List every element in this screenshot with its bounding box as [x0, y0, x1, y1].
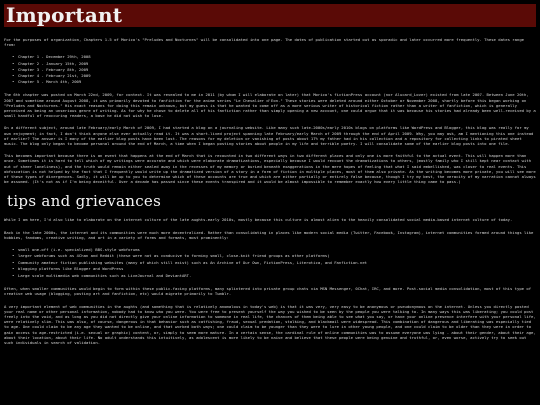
page-title: Important — [6, 3, 123, 27]
paragraph-anonymity: A very important element of web communities in the aughts (and something that is relatively anomalous in today's web) is that it was very, very easy to be anonymous or pseudonymous on the internet. Unless you directly posted your real name or other personal information, nobody had to know who you were. You were free to present yourself the way you wished to be seen by the people you were talking to. In many ways this was liberating; you could post freely into the void, and as long as you did not directly give your online information to someone in real life, the chances of them being able to see what you say, or have your online presence interfere with your personal life, were relatively slim. This was also, of course, dangerous in that behavior such as catfishing, fraud, sexual predation, stalking, and blackmail were widespread. This combination of dangerous and liberating was especially tied to age. One could claim to be any age they wanted to be online, and that worked both ways; one could claim to be younger than they were to lure in other young people, and one could claim to be older than they were in order to gain access to age-restricted (i.e. sexual or graphic) content, or, simply to seem more mature. In a certain sense, the cardinal rule of online communities was to assume everyone was lying - about their gender, about their age, about their location, about their life. No adult understands this intuitively, as adolescent is more likely to be naive and believe that these people were being genuine and truthful, or, even worse, actively try to seek out such individuals in search of validation. — [4, 303, 536, 345]
list-item: • Chapter 5 - March 4th, 2009 — [18, 79, 536, 85]
list-item: • blogging platforms like Blogger and WordPress — [18, 266, 536, 272]
title-banner — [4, 4, 536, 27]
list-item: • Chapter 1 - December 29th, 2008 — [18, 54, 536, 60]
list-item: • Chapter 4 - February 21st, 2009 — [18, 73, 536, 79]
paragraph-culture-intro: While I am here, I'd also like to elaborate on the internet culture of the late aughts-early 2010s, mostly because this culture is almost alien to the heavily consolidated social media-based internet culture of today. — [4, 217, 513, 223]
chapter-list — [4, 54, 536, 85]
section-heading: tips and grievances — [7, 192, 162, 211]
list-item: • Large scale multimedia web communities such as LiveJournal and DeviantART. — [18, 273, 536, 279]
paragraph-sixth-chapter: The 6th chapter was posted on March 22nd, 2009, for context. It was revealed to me in 2011 (by whom I will elaborate on later) that Morico's fictionPress account (nor Alucard_Lover) existed from late 2007. Between June 20th, 2007 and sometime around August 2008, it was primarily devoted to fanfiction for the anime series "Le Chevalier d'Eon." These stories were deleted around either October or November 2008, shortly before this began working on "Preludes and Nocturnes." His exact reasons for doing this remain unknown, but my guess is that he wanted to come off as a more serious writer of historical fiction rather than a writer of fanfiction, which is generally perceived as being an unserious genre of writing. As for why he chose to delete all of his fanfiction rather than simply opening a new account, one could argue that it was because his stories had already been well-received by a small handful of reoccuring readers, a base he did not wish to lose. — [4, 92, 536, 119]
list-item: • Chapter 2 - January 15th, 2009 — [18, 61, 536, 67]
paragraph-divergence: This becomes important because there is an event that happens at the end of March that is recounted in two different ways in two different places and only one is more faithful to the actual event. This will happen more than once. Sometimes it is hard to tell which of my writings were accurate and which were elaborate dramatizations, especially because I would recount the dramatizations to others, (mostly family who I still kept near contact with out of sheer loneliness), and the truth would remain either sealed away in the recesses of my memory or buried beneath exaggerations in the mere hopes of feeling that what I said embellished, was closer to real events. This obfuscation is not helped by the fact that I frequently would write up the dramatized version of a story in a form of fiction in multiple places, most of them also private. As the writing becomes more private, you will see more of these types of divergences. Sadly, it will be up to you to determine which of these accounts are true and which are either partially or entirely false because, though I try my best, the veracity of my narration cannot always be assumed. (It's not as if I'm being deceitful. Over a decade has passed since these events transpired and it would be almost impossible to remember exactly how every little thing came to pass.) — [4, 153, 536, 185]
paragraph-group-chats: Often, when smaller communities would begin to form within these public-facing platforms, many splintered into private group chats via MSN Messenger, 0Chat, IRC, and more. Post-social media consolidation, most of this type of creative web usage (blogging, posting art and fanfiction, etc) would migrate primarily to Tumblr. — [4, 286, 532, 297]
community-list — [4, 247, 536, 279]
list-item: • larger webforums such as 4Chan and Reddit (these were not as conducive to forming small, close-knit friend groups as other platforms) — [18, 253, 536, 259]
list-item: • Chapter 3 - February 8th, 2009 — [18, 67, 536, 73]
intro-paragraph: For the purposes of organization, Chapters 1-5 of Morico's "Preludes and Nocturnes" will be consolidated into one page. The dates of publication started out as sporadic and later occurred more frequently. These dates range from: — [4, 37, 525, 48]
paragraph-decentralized: Back in the late 2000s, the internet and its communities were much more decentralized. Rather than consolidating in places like modern social media (Twitter, Facebook, Instagram), internet communities formed around things like hobbies, fandoms, creative writing, and art in a variety of forms and formats, most prominently: — [4, 229, 534, 240]
paragraph-blog: On a different subject, around late February/early March of 2009, I had started a blog on a journaling website. Like many such late-2000s/early 2010s blogs on platforms like WordPress and Blogger, this blog was really for my own enjoyment; in fact, I don't think anyone else ever actually read it. It was a short-lived project spanning late February/early March of 2009 through the end of April 2009. Why, you may ask, am I mentioning this one instead of earlier? The answer is I many of the earlier blog posts have been lost. The reasons for my deletion or vanishing of posts about 17% my father had in his collection and a repository for collecting links to pirated sheet music. The blog only began to become personal around the end of March, a time when I began posting stories about people in my life and terrible poetry. I will consolidate some of the earlier blog posts into one file. — [4, 125, 534, 147]
section-heading-bar — [4, 193, 536, 210]
list-item: • Community amateur fiction publishing websites (many of which still exist) such as An Archive of Our Own, FictionPress, Literotica, and Fanfiction.net — [18, 260, 536, 266]
list-item: • small one-off (i.e. specialized) BBS-style webforums — [18, 247, 536, 253]
page-content — [4, 0, 536, 345]
